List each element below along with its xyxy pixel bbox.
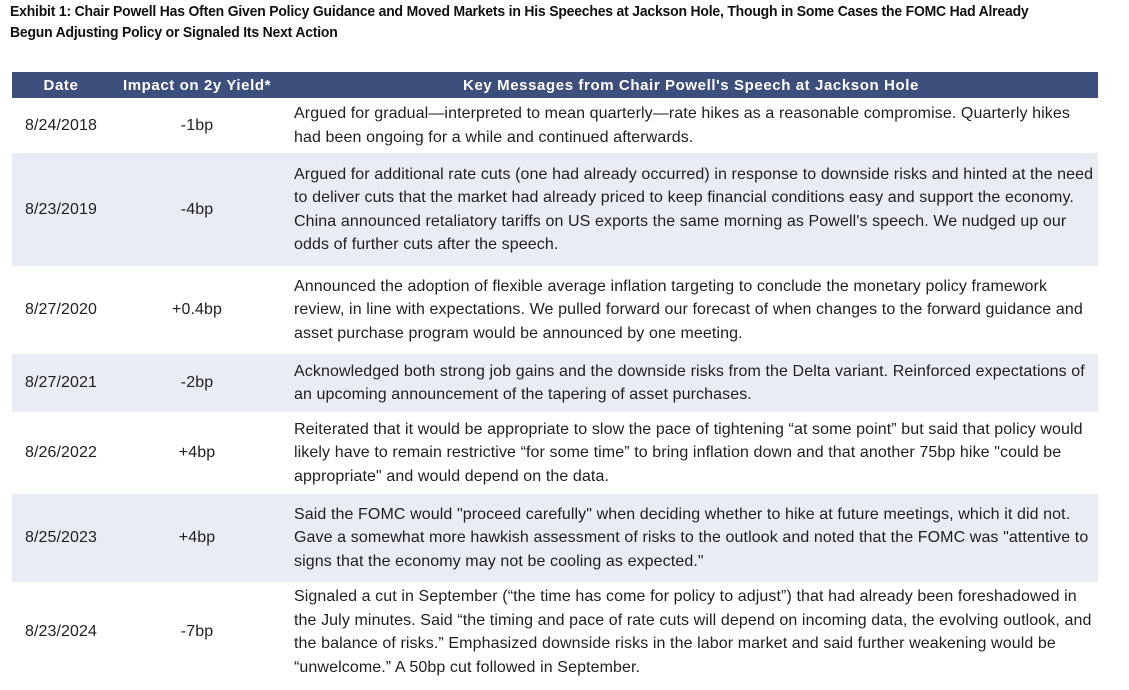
row-impact: -2bp bbox=[110, 354, 284, 412]
row-date: 8/23/2019 bbox=[12, 153, 110, 266]
row-date: 8/27/2020 bbox=[24, 301, 98, 319]
row-impact: -4bp bbox=[110, 153, 284, 266]
row-date: 8/27/2021 bbox=[12, 354, 110, 412]
row-message: Acknowledged both strong job gains and the downside risks from the Delta variant. Reinforced expectations of an upcoming announcement of the tapering of asset purchases. bbox=[284, 354, 1098, 412]
exhibit-title: Exhibit 1: Chair Powell Has Often Given Policy Guidance and Moved Markets in His Speeches at Jackson Hole, Though in Some Cases the FOMC Had Already Begun Adjusting Policy or Signaled Its Next Action bbox=[10, 3, 1029, 41]
row-message: Signaled a cut in September (“the time has come for policy to adjust”) that had already been foreshadowed in the July minutes. Said “the timing and pace of rate cuts will depend on incoming data, the evolving outlook, and the balance of risks.” Emphasized downside risks in the labor market and said further weakening would be “unwelcome.” A 50bp cut followed in September. bbox=[294, 588, 1092, 676]
header-date: Date bbox=[12, 72, 110, 98]
row-date: 8/24/2018 bbox=[24, 116, 98, 134]
row-impact: +4bp bbox=[178, 444, 216, 462]
table-row bbox=[12, 98, 1098, 153]
row-message: Reiterated that it would be appropriate to slow the pace of tightening “at some point” but said that policy would likely have to remain restrictive “for some time” to bring inflation down and that another 75bp hike "could be appropriate" and would depend on the data. bbox=[294, 420, 1083, 485]
row-message: Argued for gradual—interpreted to mean quarterly—rate hikes as a reasonable compromise. Quarterly hikes had been ongoing for a while and continued afterwards. bbox=[294, 105, 1071, 146]
table-row bbox=[12, 354, 1098, 412]
row-impact: -1bp bbox=[180, 116, 214, 134]
jackson-hole-table bbox=[12, 72, 1098, 682]
row-date: 8/23/2024 bbox=[24, 623, 98, 641]
row-date: 8/26/2022 bbox=[24, 444, 98, 462]
row-message: Argued for additional rate cuts (one had already occurred) in response to downside risks and hinted at the need to deliver cuts that the market had already priced to keep financial conditions easy and support the economy. China announced retaliatory tariffs on US exports the same morning as Powell's speech. We nudged up our odds of further cuts after the speech. bbox=[284, 153, 1098, 266]
table-row bbox=[12, 266, 1098, 354]
header-key-messages: Key Messages from Chair Powell's Speech at Jackson Hole bbox=[284, 72, 1098, 98]
table-row bbox=[12, 494, 1098, 582]
row-date: 8/25/2023 bbox=[12, 494, 110, 582]
header-impact: Impact on 2y Yield* bbox=[110, 72, 284, 98]
row-impact: +4bp bbox=[110, 494, 284, 582]
row-message: Announced the adoption of flexible average inflation targeting to conclude the monetary policy framework review, in line with expectations. We pulled forward our forecast of when changes to the forward guidance and asset purchase program would be announced by one meeting. bbox=[294, 277, 1083, 342]
row-message: Said the FOMC would "proceed carefully" when deciding whether to hike at future meetings, which it did not. Gave a somewhat more hawkish assessment of risks to the outlook and noted that the FOMC was "attentive to signs that the economy may not be cooling as expected." bbox=[284, 494, 1098, 582]
row-impact: -7bp bbox=[180, 623, 214, 641]
table-row bbox=[12, 153, 1098, 266]
header-row bbox=[12, 72, 1098, 98]
table-row bbox=[12, 412, 1098, 494]
table-row bbox=[12, 582, 1098, 682]
row-impact: +0.4bp bbox=[172, 301, 222, 319]
